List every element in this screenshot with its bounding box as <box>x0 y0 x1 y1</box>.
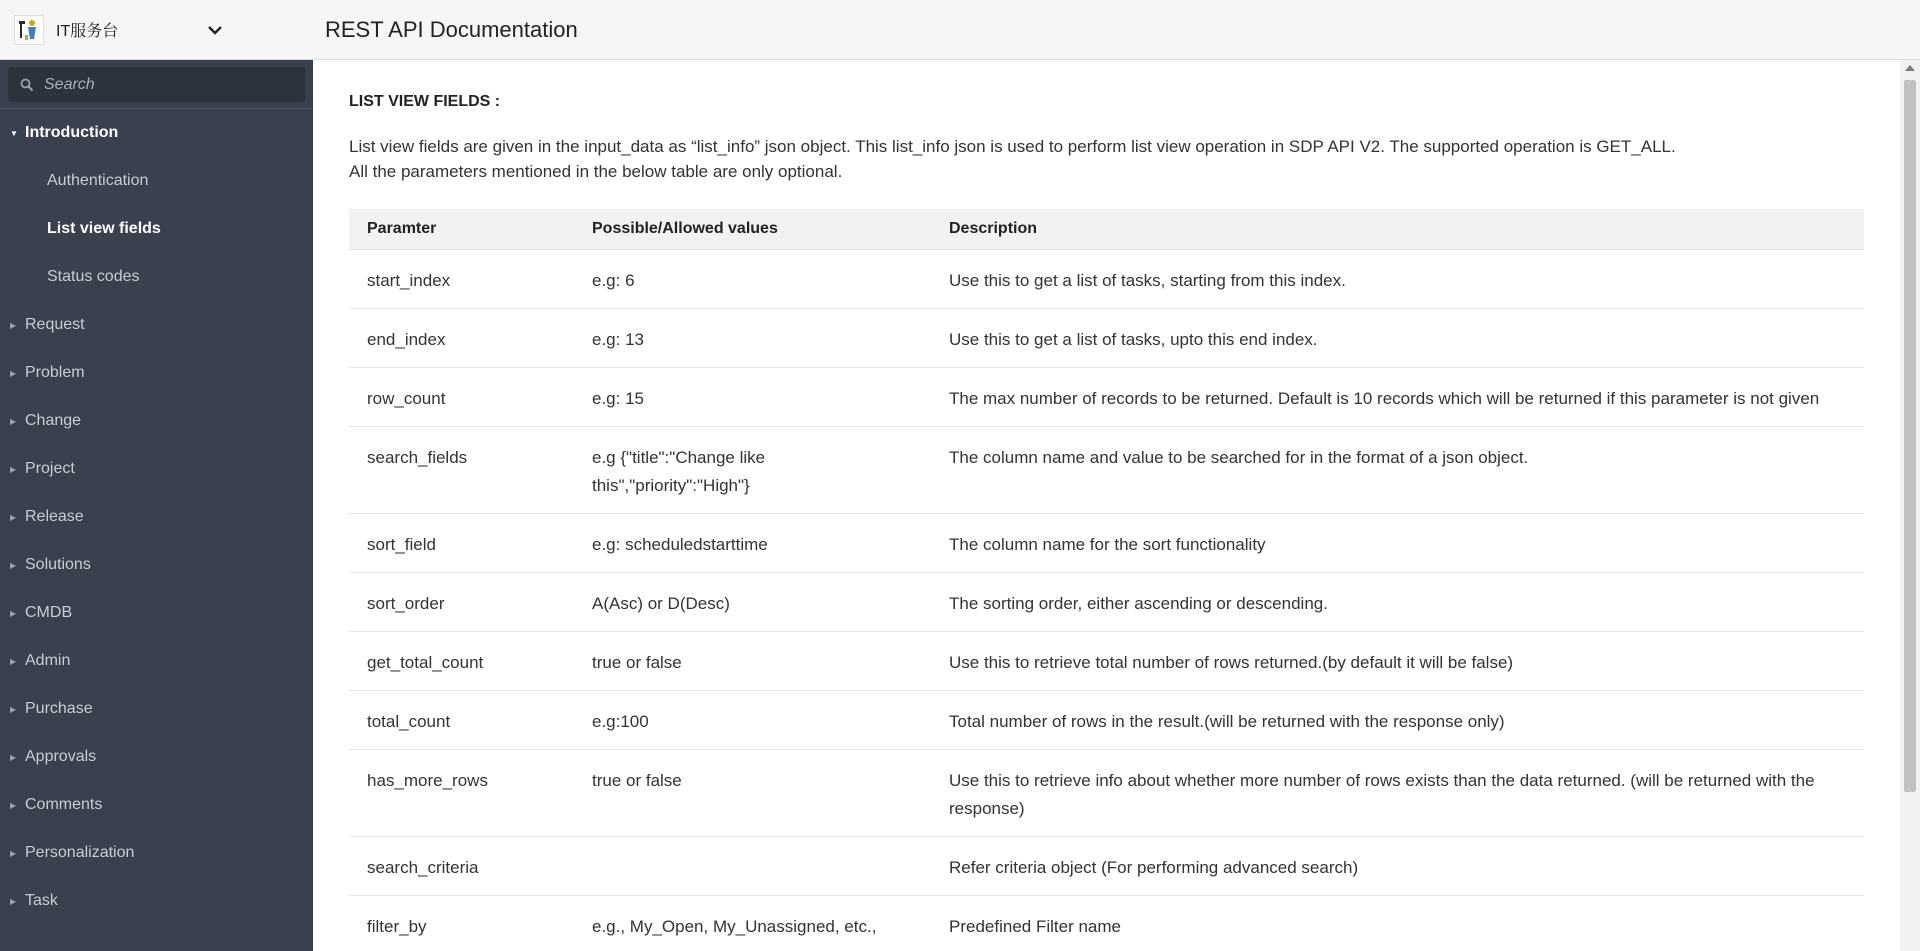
main-scrollbar[interactable] <box>1900 60 1920 951</box>
app-logo <box>14 15 44 45</box>
values-cell: true or false <box>574 631 931 690</box>
table-header-row <box>349 209 1864 249</box>
description-cell: The sorting order, either ascending or descending. <box>931 572 1864 631</box>
param-cell: get_total_count <box>349 631 574 690</box>
table-row <box>349 572 1864 631</box>
param-cell: end_index <box>349 308 574 367</box>
sidebar-item-label: Solutions <box>25 556 91 573</box>
scroll-thumb[interactable] <box>1904 80 1916 792</box>
intro-text <box>349 134 1849 184</box>
sidebar-item-label: Personalization <box>25 844 135 861</box>
values-cell: A(Asc) or D(Desc) <box>574 572 931 631</box>
description-cell: The max number of records to be returned. Default is 10 records which will be returned if this parameter is not given <box>931 367 1864 426</box>
sidebar-item-task[interactable] <box>0 877 313 925</box>
sidebar-item-cmdb[interactable] <box>0 589 313 637</box>
param-cell: sort_order <box>349 572 574 631</box>
sidebar-item-label: Authentication <box>47 172 149 189</box>
brand-name: IT服务台 <box>56 23 119 40</box>
sidebar-item-label: Comments <box>25 796 103 813</box>
sidebar-item-label: Purchase <box>25 700 93 717</box>
param-cell: start_index <box>349 249 574 308</box>
search-input[interactable] <box>44 76 284 94</box>
description-cell: Use this to get a list of tasks, upto this end index. <box>931 308 1864 367</box>
values-cell: e.g:100 <box>574 690 931 749</box>
description-cell: Use this to retrieve total number of rows returned.(by default it will be false) <box>931 631 1864 690</box>
description-cell: Use this to get a list of tasks, starting from this index. <box>931 249 1864 308</box>
search-icon <box>20 78 34 92</box>
sidebar-item-label: CMDB <box>25 604 73 621</box>
list-view-fields-table <box>349 209 1864 951</box>
caret-right-icon: ▶ <box>10 320 17 330</box>
table-row <box>349 749 1864 836</box>
sidebar-item-label: Admin <box>25 652 71 669</box>
search-box[interactable] <box>8 67 305 102</box>
description-cell: The column name and value to be searched for in the format of a json object. <box>931 426 1864 513</box>
description-cell: Use this to retrieve info about whether more number of rows exists than the data returned. (will be returned with the response) <box>931 749 1864 836</box>
column-header: Possible/Allowed values <box>574 209 931 249</box>
sidebar-item-status-codes[interactable] <box>0 253 313 301</box>
values-cell: true or false <box>574 749 931 836</box>
param-cell: row_count <box>349 367 574 426</box>
caret-down-icon: ▼ <box>10 128 18 138</box>
param-cell: search_criteria <box>349 836 574 895</box>
caret-right-icon: ▶ <box>10 704 17 714</box>
sidebar-item-request[interactable] <box>0 301 313 349</box>
column-header: Paramter <box>349 209 574 249</box>
caret-right-icon: ▶ <box>10 896 17 906</box>
caret-right-icon: ▶ <box>10 752 17 762</box>
table-row <box>349 249 1864 308</box>
table-row <box>349 631 1864 690</box>
sidebar-item-label: Task <box>25 892 58 909</box>
sidebar-item-personalization[interactable] <box>0 829 313 877</box>
values-cell: e.g: 13 <box>574 308 931 367</box>
sidebar-item-admin[interactable] <box>0 637 313 685</box>
sidebar-item-label: Status codes <box>47 268 140 285</box>
sidebar-item-authentication[interactable] <box>0 157 313 205</box>
values-cell: e.g., My_Open, My_Unassigned, etc., <box>574 895 931 951</box>
sidebar-item-problem[interactable] <box>0 349 313 397</box>
caret-right-icon: ▶ <box>10 560 17 570</box>
table-row <box>349 836 1864 895</box>
table-row <box>349 895 1864 951</box>
sidebar-item-label: Problem <box>25 364 85 381</box>
caret-right-icon: ▶ <box>10 464 17 474</box>
values-cell: e.g: 6 <box>574 249 931 308</box>
sidebar-item-label: Request <box>25 316 85 333</box>
caret-right-icon: ▶ <box>10 368 17 378</box>
column-header: Description <box>931 209 1864 249</box>
sidebar-item-label: Project <box>25 460 75 477</box>
sidebar-item-introduction[interactable] <box>0 109 313 157</box>
caret-right-icon: ▶ <box>10 800 17 810</box>
sidebar-item-solutions[interactable] <box>0 541 313 589</box>
param-cell: total_count <box>349 690 574 749</box>
chevron-down-icon[interactable] <box>203 18 227 42</box>
sidebar-item-label: Change <box>25 412 82 429</box>
intro-line: All the parameters mentioned in the below table are only optional. <box>349 162 843 181</box>
description-cell: Refer criteria object (For performing advanced search) <box>931 836 1864 895</box>
param-cell: has_more_rows <box>349 749 574 836</box>
table-row <box>349 690 1864 749</box>
sidebar-item-list-view-fields[interactable] <box>0 205 313 253</box>
sidebar-item-project[interactable] <box>0 445 313 493</box>
sidebar-item-label: Introduction <box>25 124 119 141</box>
values-cell: e.g: 15 <box>574 367 931 426</box>
sidebar-item-label: List view fields <box>47 220 161 237</box>
table-row <box>349 308 1864 367</box>
sidebar-item-release[interactable] <box>0 493 313 541</box>
values-cell: e.g {"title":"Change like this","priority":"High"} <box>574 426 931 513</box>
sidebar-item-purchase[interactable] <box>0 685 313 733</box>
main-content <box>313 60 1900 951</box>
caret-right-icon: ▶ <box>10 608 17 618</box>
section-title: LIST VIEW FIELDS : <box>349 93 501 110</box>
table-row <box>349 513 1864 572</box>
caret-right-icon: ▶ <box>10 416 17 426</box>
top-bar <box>0 0 1920 60</box>
caret-right-icon: ▶ <box>10 848 17 858</box>
caret-right-icon: ▶ <box>10 656 17 666</box>
description-cell: Predefined Filter name <box>931 895 1864 951</box>
sidebar-item-label: Approvals <box>25 748 97 765</box>
sidebar-item-change[interactable] <box>0 397 313 445</box>
param-cell: filter_by <box>349 895 574 951</box>
sidebar-item-approvals[interactable] <box>0 733 313 781</box>
sidebar <box>0 60 313 951</box>
param-cell: sort_field <box>349 513 574 572</box>
description-cell: The column name for the sort functionality <box>931 513 1864 572</box>
table-row <box>349 367 1864 426</box>
brand-area <box>0 0 313 60</box>
param-cell: search_fields <box>349 426 574 513</box>
page-title: REST API Documentation <box>325 16 578 42</box>
sidebar-item-comments[interactable] <box>0 781 313 829</box>
caret-right-icon: ▶ <box>10 512 17 522</box>
description-cell: Total number of rows in the result.(will be returned with the response only) <box>931 690 1864 749</box>
intro-line: List view fields are given in the input_data as “list_info” json object. This list_info json is used to perform list view operation in SDP API V2. The supported operation is GET_ALL. <box>349 137 1676 156</box>
values-cell <box>574 836 931 895</box>
scroll-up-icon[interactable] <box>1905 65 1915 71</box>
sidebar-item-label: Release <box>25 508 84 525</box>
values-cell: e.g: scheduledstarttime <box>574 513 931 572</box>
table-row <box>349 426 1864 513</box>
sidebar-nav <box>0 109 313 925</box>
